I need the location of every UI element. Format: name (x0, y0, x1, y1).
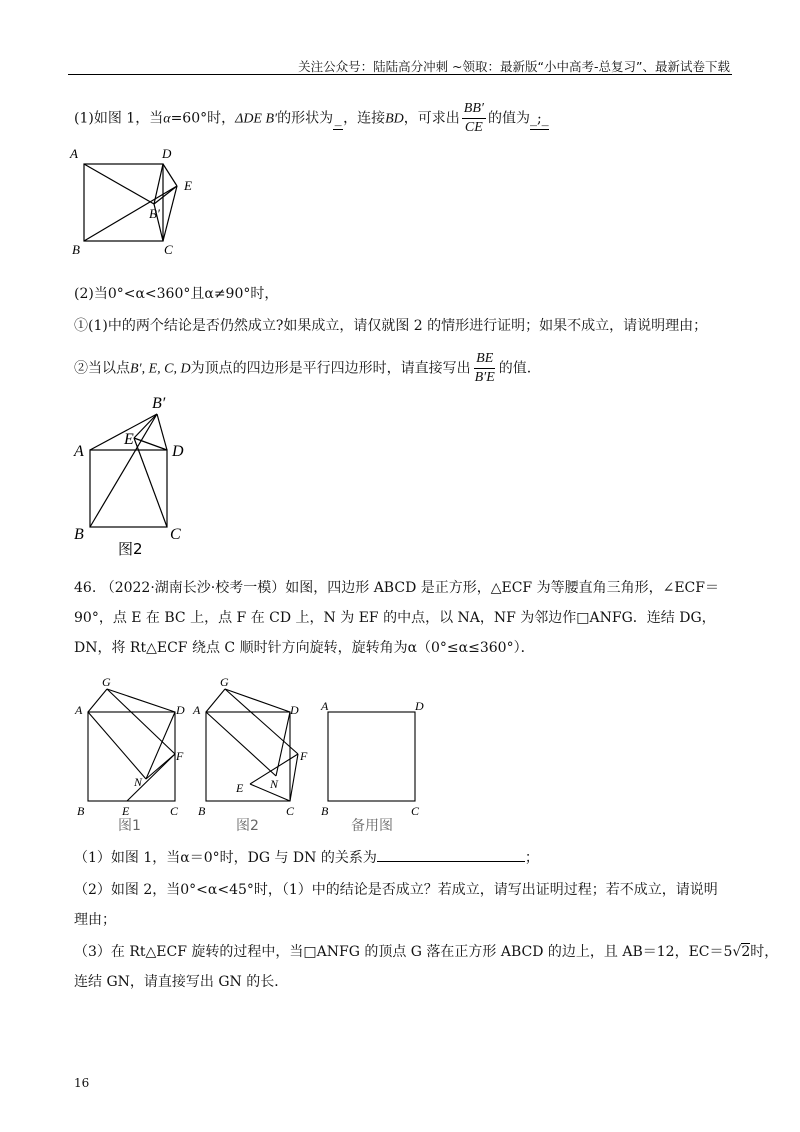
label-D: D (172, 443, 184, 460)
q46-sub2: （2）如图 2，当0°<α<45°时，（1）中的结论是否成立？若成立，请写出证明过程；若不成立，请说明 (74, 882, 718, 898)
q46-sub3: （3）在 Rt△ECF 旋转的过程中，当□ANFG 的顶点 G 落在正方形 ABCD 的边上，且 AB＝12，EC＝5√2时， (74, 944, 779, 960)
q45-figure-1 (68, 142, 208, 257)
q46-line3: DN，将 Rt△ECF 绕点 C 顺时针方向旋转，旋转角为α（0°≤α≤360°）． (74, 640, 535, 656)
page-header: 关注公众号：陆陆高分冲刺 ~领取：最新版“小中高考-总复习”、最新试卷下载 (298, 59, 730, 74)
label-B-prime: B′ (149, 206, 160, 221)
q46-figure-1 (72, 672, 192, 832)
label-C: C (286, 804, 295, 818)
figure-caption: 图1 (118, 818, 141, 832)
label-E: E (124, 431, 134, 448)
q46-figure-2 (190, 672, 320, 832)
q45-part2: (2)当0°<α<360°且α≠90°时， (74, 286, 279, 302)
q45-figure-2 (68, 390, 208, 560)
label-D: D (176, 703, 185, 717)
label-E: E (184, 178, 192, 193)
q46-figure-spare (315, 672, 445, 832)
label-D: D (290, 703, 299, 717)
label-B: B (321, 804, 329, 818)
sqrt-symbol: √ (732, 944, 742, 960)
label-C: C (411, 804, 420, 818)
answer-blank-value: _;_ (530, 109, 549, 130)
label-F: F (300, 749, 308, 763)
q45-part1: (1)如图 1，当α=60°时，ΔDE B′的形状为 _ ，连接BD，可求出 $\frac{BB'}{CE}$ 的值为_;_ (74, 101, 549, 135)
fraction-bb-ce: $\frac{BB'}{CE}$ (463, 101, 484, 135)
label-B: B (74, 526, 84, 543)
label-D: D (415, 699, 424, 713)
label-A: A (74, 443, 84, 460)
label-B: B (77, 804, 85, 818)
label-A: A (193, 703, 201, 717)
label-E: E (122, 804, 130, 818)
label-A: A (70, 146, 78, 161)
label-B: B (72, 242, 80, 257)
label-E: E (236, 781, 244, 795)
label-A: A (75, 703, 83, 717)
label-C: C (170, 804, 179, 818)
label-B: B (198, 804, 206, 818)
label-C: C (164, 242, 173, 257)
q46-sub3-cont: 连结 GN，请直接写出 GN 的长． (74, 974, 289, 990)
label-A: A (321, 699, 329, 713)
q45-part2-sub1: ①(1)中的两个结论是否仍然成立?如果成立，请仅就图 2 的情形进行证明；如果不成立，请说明理由； (74, 318, 708, 334)
label-N: N (270, 777, 279, 791)
answer-blank-shape: _ (333, 109, 343, 130)
q45-part2-sub2: ②当以点B′, E, C, D为顶点的四边形是平行四边形时，请直接写出 $\frac{BE}{B'E}$ 的值. (74, 351, 532, 385)
label-C: C (170, 526, 181, 543)
figure-caption: 图2 (118, 540, 143, 558)
page-number: 16 (74, 1076, 90, 1090)
label-G: G (102, 675, 111, 689)
q46-line1: 46. （2022·湖南长沙·校考一模）如图，四边形 ABCD 是正方形，△ECF 为等腰直角三角形，∠ECF＝ (74, 580, 719, 596)
answer-blank-relation (377, 861, 525, 862)
label-B-prime: B′ (152, 395, 166, 412)
q46-sub2-cont: 理由； (74, 912, 116, 928)
label-D: D (162, 146, 172, 161)
figure-caption: 备用图 (351, 818, 393, 832)
header-rule (68, 74, 732, 75)
fraction-be-bpe: $\frac{BE}{B'E}$ (474, 351, 495, 385)
figure-caption: 图2 (236, 818, 259, 832)
q46-sub1: （1）如图 1，当α＝0°时，DG 与 DN 的关系为 ； (74, 850, 539, 866)
label-G: G (220, 675, 229, 689)
label-N: N (134, 775, 143, 789)
label-F: F (176, 749, 184, 763)
q46-line2: 90°，点 E 在 BC 上，点 F 在 CD 上，N 为 EF 的中点，以 NA，NF 为邻边作□ANFG．连结 DG， (74, 610, 716, 626)
